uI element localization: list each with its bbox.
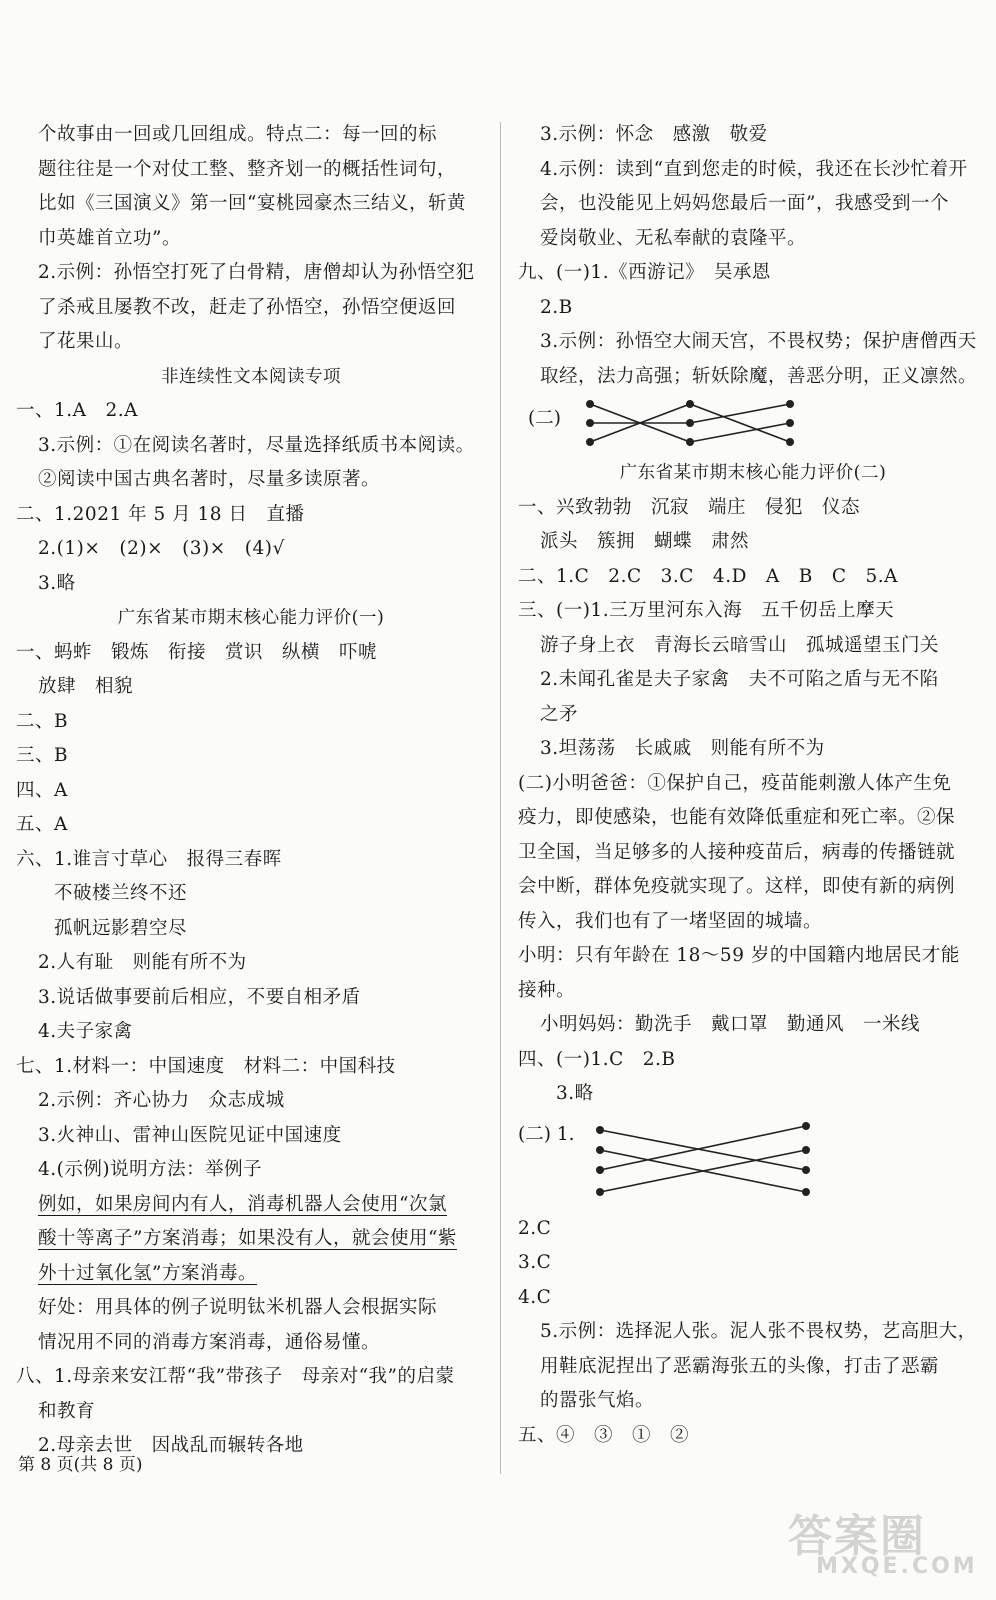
answer-text: 七、1.材料一：中国速度 材料二：中国科技: [16, 1055, 396, 1077]
answer-text: 2.示例：孙悟空打死了白骨精，唐僧却认为孙悟空犯: [38, 262, 475, 283]
answer-text: 3.坦荡荡 长戚戚 则能有所不为: [540, 738, 825, 759]
answer-line: [16, 187, 486, 222]
answer-line: [16, 153, 486, 188]
answer-text: 4.示例：读到“直到您走的时候，我还在长沙忙着开: [540, 158, 968, 180]
answer-line: [16, 429, 486, 464]
answer-line: [16, 291, 486, 326]
answer-text: 2.(1)× (2)× (3)× (4)√: [38, 538, 285, 559]
answer-line: [16, 981, 486, 1016]
answer-line: [16, 325, 486, 360]
answer-line: [16, 636, 486, 671]
answer-line: [518, 118, 988, 153]
answer-line: [16, 601, 486, 636]
answer-text: 三、(一)1.三万里河东入海 五千仞岳上摩天: [518, 600, 895, 621]
answer-line: [16, 567, 486, 602]
answer-text: 九、(一)1.《西游记》 吴承恩: [518, 262, 771, 283]
answer-line: [518, 801, 988, 836]
answer-text: 情况用不同的消毒方案消毒，通俗易懂。: [38, 1331, 381, 1353]
answer-text: 例如，如果房间内有人，消毒机器人会使用“次氯: [38, 1193, 447, 1215]
answer-line: [518, 629, 988, 664]
answer-text: 3.示例：怀念 感激 敬爱: [540, 124, 768, 145]
answer-text: 3.略: [38, 572, 76, 594]
matching-label-1: (二): [528, 408, 561, 429]
answer-text: 疫力，即使感染，也能有效降低重症和死亡率。②保: [518, 807, 956, 828]
right-column: [518, 118, 988, 1453]
answer-text: 外十过氧化氢”方案消毒。: [38, 1262, 257, 1284]
left-column: [16, 118, 486, 1464]
answer-text: 了杀戒且屡教不改，赶走了孙悟空，孙悟空便返回: [38, 296, 457, 318]
answer-text: 五、A: [16, 814, 68, 835]
answer-text: 孤帆远影碧空尽: [54, 917, 188, 939]
answer-text: 比如《三国演义》第一回“宴桃园豪杰三结义，斩黄: [38, 193, 466, 214]
answer-line: [16, 1395, 486, 1430]
answer-text: 八、1.母亲来安江帮“我”带孩子 母亲对“我”的启蒙: [16, 1366, 455, 1387]
answer-line: [16, 1188, 486, 1223]
answer-line: [518, 836, 988, 871]
answer-text: 4.(示例)说明方法：举例子: [38, 1159, 263, 1180]
page-number: 第 8 页(共 8 页): [18, 1455, 143, 1475]
answer-text: 小明：只有年龄在 18～59 岁的中国籍内地居民才能: [518, 945, 960, 966]
answer-line: [16, 1119, 486, 1154]
answer-line: [16, 222, 486, 257]
answer-text: (二)小明爸爸：①保护自己，疫苗能刺激人体产生免: [518, 772, 952, 794]
answer-text: 3.火神山、雷神山医院见证中国速度: [38, 1124, 342, 1146]
answer-line: [518, 360, 988, 395]
answer-line: [16, 808, 486, 843]
matching-lines-1: [578, 394, 838, 454]
answer-line: [518, 1281, 988, 1316]
watermark-logo: [788, 1500, 978, 1590]
answer-line: [518, 256, 988, 291]
answer-text: 3.示例：①在阅读名著时，尽量选择纸质书本阅读。: [38, 434, 475, 456]
matching-lines-2: [588, 1116, 868, 1210]
answer-text: 三、B: [16, 745, 69, 766]
answer-line: [16, 843, 486, 878]
watermark-url: MXQE.COM: [816, 1554, 978, 1579]
watermark-text: 答案圈: [788, 1511, 926, 1562]
answer-text: 小明妈妈：勤洗手 戴口罩 勤通风 一米线: [540, 1014, 921, 1035]
answer-text: 一、兴致勃勃 沉寂 端庄 侵犯 仪态: [518, 496, 861, 518]
answer-text: 2.人有耻 则能有所不为: [38, 952, 247, 973]
answer-text: 放肆 相貌: [38, 676, 134, 697]
answer-text: 游子身上衣 青海长云暗雪山 孤城遥望玉门关: [540, 634, 940, 656]
answer-line: [518, 1419, 988, 1454]
answer-text: 3.略: [556, 1083, 594, 1104]
matching-diagram-1: [518, 394, 988, 456]
answer-line: [518, 491, 988, 526]
answer-line: [16, 1015, 486, 1050]
answer-line: [518, 1246, 988, 1281]
answer-text: 一、1.A 2.A: [16, 400, 139, 421]
answer-text: 会中断，群体免疫就实现了。这样，即使有新的病例: [518, 876, 956, 897]
answer-text: 一、蚂蚱 锻炼 衔接 赏识 纵横 吓唬: [16, 641, 378, 663]
answer-line: [16, 498, 486, 533]
answer-line: [16, 1222, 486, 1257]
answer-line: [518, 1384, 988, 1419]
answer-line: [518, 456, 988, 491]
answer-line: [16, 774, 486, 809]
answer-line: [518, 325, 988, 360]
answer-text: 2.母亲去世 因战乱而辗转各地: [38, 1435, 304, 1456]
answer-text: 题往往是一个对仗工整、整齐划一的概括性词句，: [38, 158, 457, 180]
answer-text: 了花果山。: [38, 331, 134, 352]
answer-line: [518, 153, 988, 188]
answer-line: [518, 870, 988, 905]
answer-text: 5.示例：选择泥人张。泥人张不畏权势，艺高胆大，: [540, 1321, 977, 1342]
answer-line: [16, 360, 486, 395]
answer-text: 五、④ ③ ① ②: [518, 1424, 690, 1446]
answer-line: [518, 974, 988, 1009]
answer-text: 个故事由一回或几回组成。特点二：每一回的标: [38, 124, 438, 145]
answer-text: 2.未闻孔雀是夫子家禽 夫不可陷之盾与无不陷: [540, 669, 939, 690]
answer-text: 3.说话做事要前后相应，不要自相矛盾: [38, 986, 361, 1008]
answer-line: [518, 291, 988, 326]
answer-text: 好处：用具体的例子说明钛米机器人会根据实际: [38, 1297, 438, 1318]
answer-line: [16, 118, 486, 153]
answer-line: [518, 1043, 988, 1078]
answer-text: 四、(一)1.C 2.B: [518, 1048, 676, 1070]
answer-text: 之矛: [540, 703, 579, 725]
answer-text: 派头 簇拥 蝴蝶 肃然: [540, 531, 750, 552]
answer-line: [518, 1315, 988, 1350]
answer-line: [16, 394, 486, 429]
answer-text: 取经，法力高强；斩妖除魔，善恶分明，正义凛然。: [540, 365, 978, 387]
matching-label-2: (二) 1.: [518, 1123, 575, 1145]
answer-line: [518, 1008, 988, 1043]
answer-text: 传入，我们也有了一堵坚固的城墙。: [518, 910, 823, 932]
answer-text: 4.C: [518, 1286, 552, 1308]
answer-line: [518, 525, 988, 560]
answer-line: [518, 939, 988, 974]
answer-line: [518, 905, 988, 940]
answer-line: [518, 222, 988, 257]
matching-diagram-2: [518, 1112, 988, 1212]
column-divider: [500, 122, 501, 1474]
answer-text: 二、1.C 2.C 3.C 4.D A B C 5.A: [518, 565, 899, 587]
answer-text: 和教育: [38, 1400, 96, 1422]
answer-line: [16, 1326, 486, 1361]
answer-text: 四、A: [16, 779, 68, 801]
answer-line: [16, 532, 486, 567]
answer-text: 用鞋底泥捏出了恶霸海张五的头像，打击了恶霸: [540, 1355, 940, 1377]
answer-line: [518, 698, 988, 733]
answer-text: 广东省某市期末核心能力评价(一): [117, 608, 385, 628]
answer-line: [16, 1360, 486, 1395]
answer-text: 卫全国，当足够多的人接种疫苗后，病毒的传播链就: [518, 841, 956, 863]
answer-line: [16, 1084, 486, 1119]
answer-text: ②阅读中国古典名著时，尽量多读原著。: [38, 469, 381, 490]
answer-text: 3.示例：孙悟空大闹天宫，不畏权势；保护唐僧西天: [540, 331, 977, 352]
answer-line: [518, 732, 988, 767]
answer-line: [16, 877, 486, 912]
answer-line: [16, 1153, 486, 1188]
answer-line: [518, 767, 988, 802]
answer-text: 二、B: [16, 710, 69, 732]
answer-text: 4.夫子家禽: [38, 1021, 133, 1042]
answer-line: [518, 187, 988, 222]
answer-text: 接种。: [518, 979, 576, 1001]
answer-text: 非连续性文本阅读专项: [161, 366, 341, 387]
answer-text: 二、1.2021 年 5 月 18 日 直播: [16, 503, 305, 525]
answer-line: [16, 256, 486, 291]
answer-text: 爱岗敬业、无私奉献的袁隆平。: [540, 227, 807, 249]
answer-line: [16, 1257, 486, 1292]
answer-text: 2.B: [540, 296, 573, 318]
answer-line: [518, 663, 988, 698]
answer-line: [16, 1050, 486, 1085]
answer-line: [518, 560, 988, 595]
answer-line: [16, 705, 486, 740]
answer-text: 会，也没能见上妈妈您最后一面”，我感受到一个: [540, 193, 949, 214]
answer-text: 六、1.谁言寸草心 报得三春晖: [16, 848, 282, 870]
answer-text: 巾英雄首立功”。: [38, 227, 181, 249]
answer-line: [16, 739, 486, 774]
answer-line: [16, 463, 486, 498]
answer-text: 2.示例：齐心协力 众志成城: [38, 1090, 285, 1111]
answer-line: [518, 594, 988, 629]
answer-text: 不破楼兰终不还: [54, 883, 188, 904]
answer-line: [16, 1291, 486, 1326]
answer-text: 3.C: [518, 1252, 552, 1273]
answer-text: 广东省某市期末核心能力评价(二): [619, 463, 887, 483]
answer-line: [16, 670, 486, 705]
answer-text: 酸十等离子”方案消毒；如果没有人，就会使用“紫: [38, 1228, 457, 1249]
answer-line: [16, 946, 486, 981]
answer-text: 2.C: [518, 1217, 552, 1239]
answer-line: [16, 912, 486, 947]
answer-line: [518, 1077, 988, 1112]
answer-line: [518, 1350, 988, 1385]
answer-text: 的嚣张气焰。: [540, 1390, 655, 1411]
answer-line: [518, 1212, 988, 1247]
